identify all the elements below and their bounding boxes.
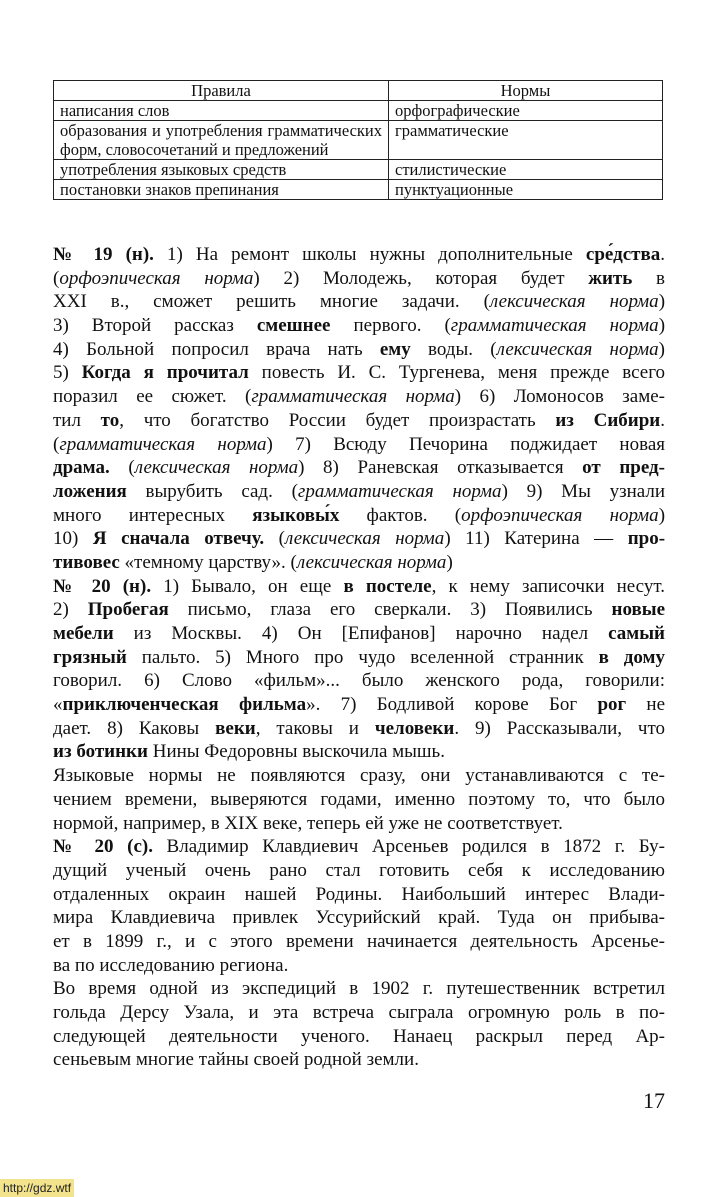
italic-text: орфоэпическая норма [461,504,659,526]
table-cell: образования и употребления грамматических форм, словосочетаний и предложений [54,121,389,160]
table-row [54,101,663,121]
text: ( [53,433,60,455]
bold-text: человеки [374,717,455,739]
column-header-norms: Нормы [389,81,663,101]
text-line [53,693,665,717]
italic-text: грамматическая норма [251,386,455,408]
text: ) [658,504,666,526]
text: ( [109,457,135,479]
text-line [53,456,665,480]
text: из Москвы. 4) Он [Епифанов] нарочно надел [113,623,609,644]
bold-text: новые [611,599,666,621]
text: XXI в., сможет решить многие задачи. ( [53,291,490,313]
italic-text: орфоэпическая норма [59,267,254,289]
text: 10) [53,528,93,550]
text: первого. ( [330,315,451,337]
text: 4) Больной попросил врача нать [53,338,380,360]
text-line [53,646,665,670]
text: вырубить сад. ( [126,480,298,502]
italic-text: лексическая норма [284,528,445,550]
text: . [660,409,665,431]
paragraph [53,575,665,765]
text-line [53,835,665,859]
text: ( [53,267,60,289]
bold-text: драма. [53,457,110,479]
bold-text: № 20 (с). [53,836,153,858]
text-line [53,433,665,457]
text: дает. 8) Каковы [53,717,216,739]
text: ет в 1899 г., и с этого времени начинается деятельность Арсенье- [53,930,665,952]
bold-text: ложения [53,480,127,502]
table-row [54,160,663,180]
text-line [53,1025,665,1049]
table-cell: употребления языковых средств [54,160,389,180]
bold-text: смешнее [256,315,331,337]
table-cell: орфографические [389,101,663,121]
paragraph [53,764,665,835]
text: нормой, например, в XIX веке, теперь ей уже не соответствует. [53,812,563,834]
text-line [53,764,665,788]
text-line [53,906,665,930]
text-line [53,480,665,504]
bold-text: в дому [598,646,665,668]
text: Во время одной из экспедиций в 1902 г. путешественник встретил [53,978,665,1000]
text: . 9) Рассказывали, что [454,717,666,739]
text: отдаленных окраин нашей Родины. Наибольший интерес Влади- [53,883,665,905]
bold-text: Пробегая [87,599,169,621]
text: гольда Дерсу Узала, и эта встреча сыграла огромную роль в по- [53,1002,665,1023]
text: « [53,694,63,716]
bold-text: мебели [53,623,114,644]
text: Языковые нормы не появляются сразу, они устанавливаются с те- [53,765,665,787]
body-text [53,243,665,1072]
bold-text: тивовес [53,551,120,573]
text: Нины Федоровны выскочила мышь. [147,741,445,763]
text-line [53,954,665,978]
text: много интересных [53,504,253,526]
text: , что богатство России будет произрастать [119,409,556,431]
text: дущий ученый очень рано стал готовить себя к исследованию [53,859,665,881]
text-line [53,788,665,812]
text-line [53,385,665,409]
table-row [54,180,663,200]
text: чением времени, выверяются годами, именно поэтому то, что было [53,788,665,810]
text: не [626,694,666,716]
text-line [53,527,665,551]
text-line [53,598,665,622]
text-line [53,977,665,1001]
bold-text: про- [627,528,666,550]
bold-text: № 19 (н). [53,244,154,265]
text-line [53,622,665,646]
text: ) 8) Раневская отказывается [298,457,583,479]
text: ». 7) Бодливой корове Бог [306,694,598,716]
text: письмо, глаза его сверкали. 3) Появились [168,599,612,621]
text: 5) [53,362,82,384]
bold-text: Я сначала отвечу. [92,528,265,550]
text: воды. ( [410,338,497,360]
text: ) [446,551,453,573]
table-row [54,121,663,160]
table-cell: стилистические [389,160,663,180]
text-line [53,812,665,836]
paragraph [53,835,665,977]
text: фактов. ( [339,504,462,526]
bold-text: Когда я прочитал [81,362,249,384]
italic-text: грамматическая норма [297,480,502,502]
bold-text: веки [215,717,256,739]
table-cell: постановки знаков препинания [54,180,389,200]
text-line [53,267,665,291]
text: ) 6) Ломоносов заме- [454,386,665,408]
bold-text: языковы́х [252,504,340,526]
bold-text: ему [379,338,411,360]
bold-text: в постеле [343,575,432,597]
italic-text: грамматическая норма [450,315,659,337]
text-line [53,504,665,528]
column-header-rules: Правила [54,81,389,101]
table-header-row [54,81,663,101]
text: ) 7) Всюду Печорина поджидает новая [266,433,665,455]
table-cell: пунктуационные [389,180,663,200]
text-line [53,243,665,267]
italic-text: лексическая норма [496,338,659,360]
text: сеньевым многие тайны своей родной земли. [53,1049,419,1071]
paragraph [53,243,665,575]
text-line [53,883,665,907]
text: пальто. 5) Много про чудо вселенной странник [126,646,599,668]
text: ) [658,338,665,360]
text: ) 11) Катерина — [444,528,628,550]
bold-text: жить [588,267,633,289]
text: Владимир Клавдиевич Арсеньев родился в 1872 г. Бу- [152,836,666,858]
text: , таковы и [255,717,375,739]
bold-text: от пред- [582,457,665,479]
text: 1) Бывало, он еще [151,575,344,597]
bold-text: из ботинки [53,741,148,763]
text: ) 9) Мы узнали [501,480,665,502]
text-line [53,409,665,433]
text: следующей деятельности ученого. Нанаец раскрыл перед Ар- [53,1025,665,1047]
text: говорил. 6) Слово «фильм»... было женского рода, говорили: [53,670,665,692]
text-line [53,740,665,764]
text: ( [264,528,285,550]
bold-text: рог [597,694,627,716]
watermark-link[interactable]: http://gdz.wtf [0,1179,74,1197]
bold-text: то [100,409,120,431]
text: поразил ее сюжет. ( [53,386,252,408]
italic-text: грамматическая норма [59,433,267,455]
rules-norms-table [53,80,663,200]
text-line [53,290,665,314]
bold-text: № 20 (н). [53,575,152,597]
italic-text: лексическая норма [489,291,659,313]
text: в [632,267,665,289]
bold-text: сре́дства [585,244,661,265]
text: 1) На ремонт школы нужны дополнительные [153,244,586,265]
text-line [53,314,665,338]
bold-text: грязный [53,646,127,668]
text: ва по исследованию региона. [53,954,289,976]
text: мира Клавдиевича привлек Уссурийский край. Туда он прибыва- [53,907,665,929]
paragraph [53,977,665,1072]
text: . [660,244,665,265]
text: тил [53,409,101,431]
text-line [53,859,665,883]
text-line [53,669,665,693]
text-line [53,338,665,362]
text: ) [658,315,666,337]
text-line [53,1001,665,1025]
text-line [53,575,665,599]
bold-text: самый [608,623,665,644]
page-number: 17 [643,1088,665,1113]
text-line [53,717,665,741]
text-line [53,930,665,954]
table-cell: написания слов [54,101,389,121]
text: 3) Второй рассказ [53,315,257,337]
text-line [53,551,665,575]
bold-text: приключенческая фильма [62,694,307,716]
text: 2) [53,599,88,621]
italic-text: лексическая норма [134,457,299,479]
text-line [53,1048,665,1072]
bold-text: из Сибири [555,409,661,431]
text-line [53,361,665,385]
italic-text: лексическая норма [296,551,447,573]
table-cell: грамматические [389,121,663,160]
text: повесть И. С. Тургенева, меня прежде всего [248,362,666,384]
text: «темному царству». ( [119,551,297,573]
text: ) 2) Молодежь, которая будет [253,267,589,289]
text: ) [658,291,666,313]
text: , к нему записочки несут. [431,575,665,597]
